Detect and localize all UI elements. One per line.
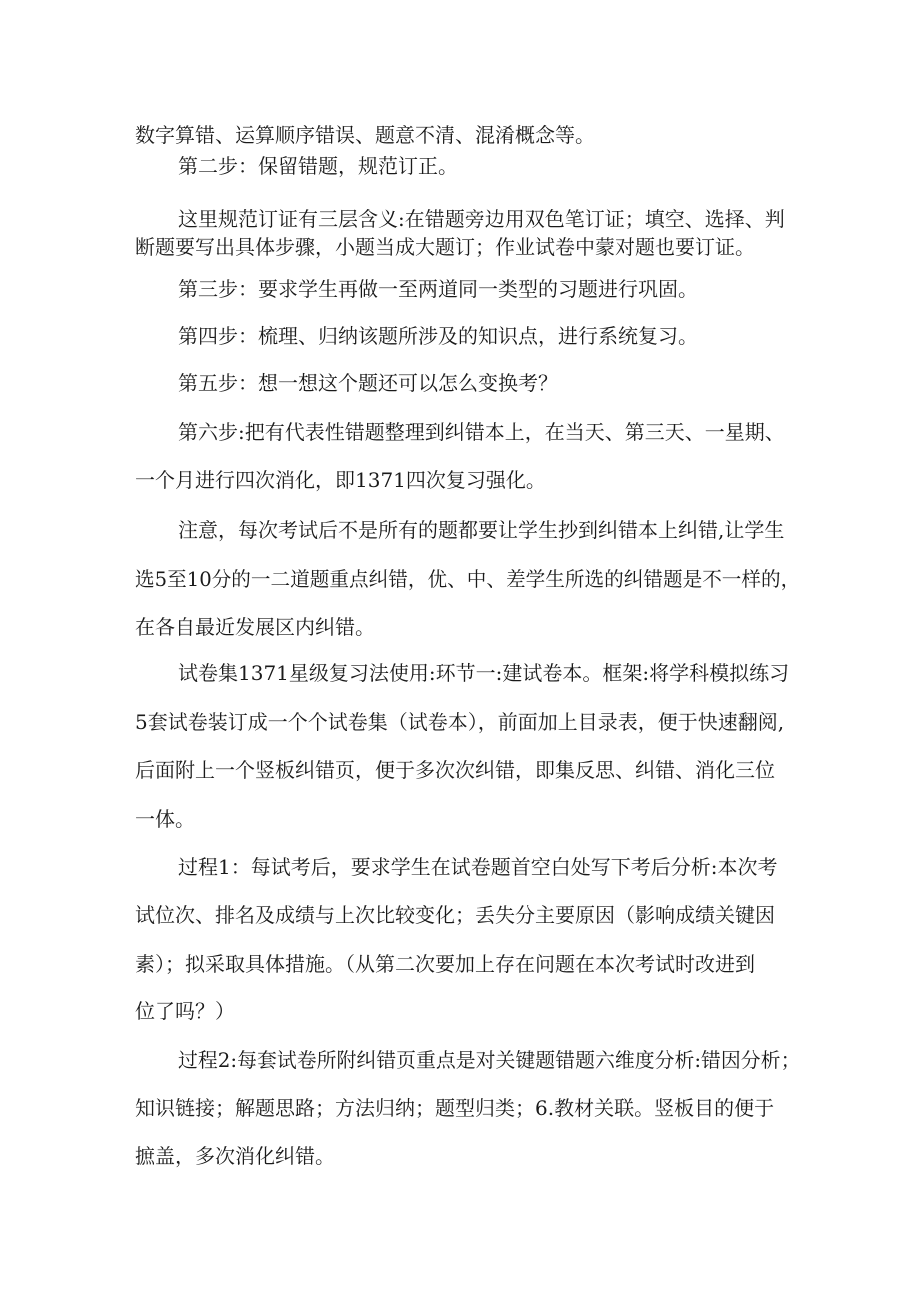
text-line: 5套试卷装订成一个个试卷集（试卷本），前面加上目录表，便于快速翻阅, bbox=[135, 710, 785, 734]
text-line: 断题要写出具体步骤，小题当成大题订；作业试卷中蒙对题也要订证。 bbox=[135, 235, 755, 259]
text-line: 第二步：保留错题，规范订正。 bbox=[178, 154, 458, 178]
text-line: 试卷集1371星级复习法使用:环节一:建试卷本。框架:将学科模拟练习 bbox=[178, 661, 790, 685]
text-line: 过程1：每试考后，要求学生在试卷题首空白处写下考后分析:本次考 bbox=[178, 855, 778, 879]
text-line: 第五步：想一想这个题还可以怎么变换考？ bbox=[178, 371, 558, 395]
text-line: 知识链接；解题思路；方法归纳；题型归类；6.教材关联。竖板目的便于 bbox=[135, 1096, 775, 1120]
text-line: 一体。 bbox=[135, 807, 195, 831]
text-line: 在各自最近发展区内纠错。 bbox=[135, 615, 375, 639]
text-line: 一个月进行四次消化，即1371四次复习强化。 bbox=[135, 468, 546, 492]
text-line: 后面附上一个竖板纠错页，便于多次次纠错，即集反思、纠错、消化三位 bbox=[135, 758, 775, 782]
text-line: 过程2:每套试卷所附纠错页重点是对关键题错题六维度分析:错因分析； bbox=[178, 1048, 801, 1072]
text-line: 这里规范订证有三层含义:在错题旁边用双色笔订证；填空、选择、判 bbox=[178, 207, 785, 231]
text-line: 素）；拟采取具体措施。（从第二次要加上存在问题在本次考试时改进到 bbox=[135, 952, 755, 976]
text-line: 注意，每次考试后不是所有的题都要让学生抄到纠错本上纠错,让学生 bbox=[178, 518, 785, 542]
text-line: 摭盖，多次消化纠错。 bbox=[135, 1144, 335, 1168]
text-line: 选5至10分的一二道题重点纠错，优、中、差学生所选的纠错题是不一样的， bbox=[135, 567, 801, 591]
text-line: 第六步:把有代表性错题整理到纠错本上，在当天、第三天、一星期、 bbox=[178, 420, 785, 444]
text-line: 位了吗？） bbox=[135, 999, 235, 1023]
text-line: 试位次、排名及成绩与上次比较变化；丢失分主要原因（影响成绩关键因 bbox=[135, 903, 775, 927]
text-line: 第三步：要求学生再做一至两道同一类型的习题进行巩固。 bbox=[178, 277, 698, 301]
text-line: 数字算错、运算顺序错误、题意不清、混淆概念等。 bbox=[135, 123, 595, 147]
text-line: 第四步：梳理、归纳该题所涉及的知识点，进行系统复习。 bbox=[178, 324, 698, 348]
